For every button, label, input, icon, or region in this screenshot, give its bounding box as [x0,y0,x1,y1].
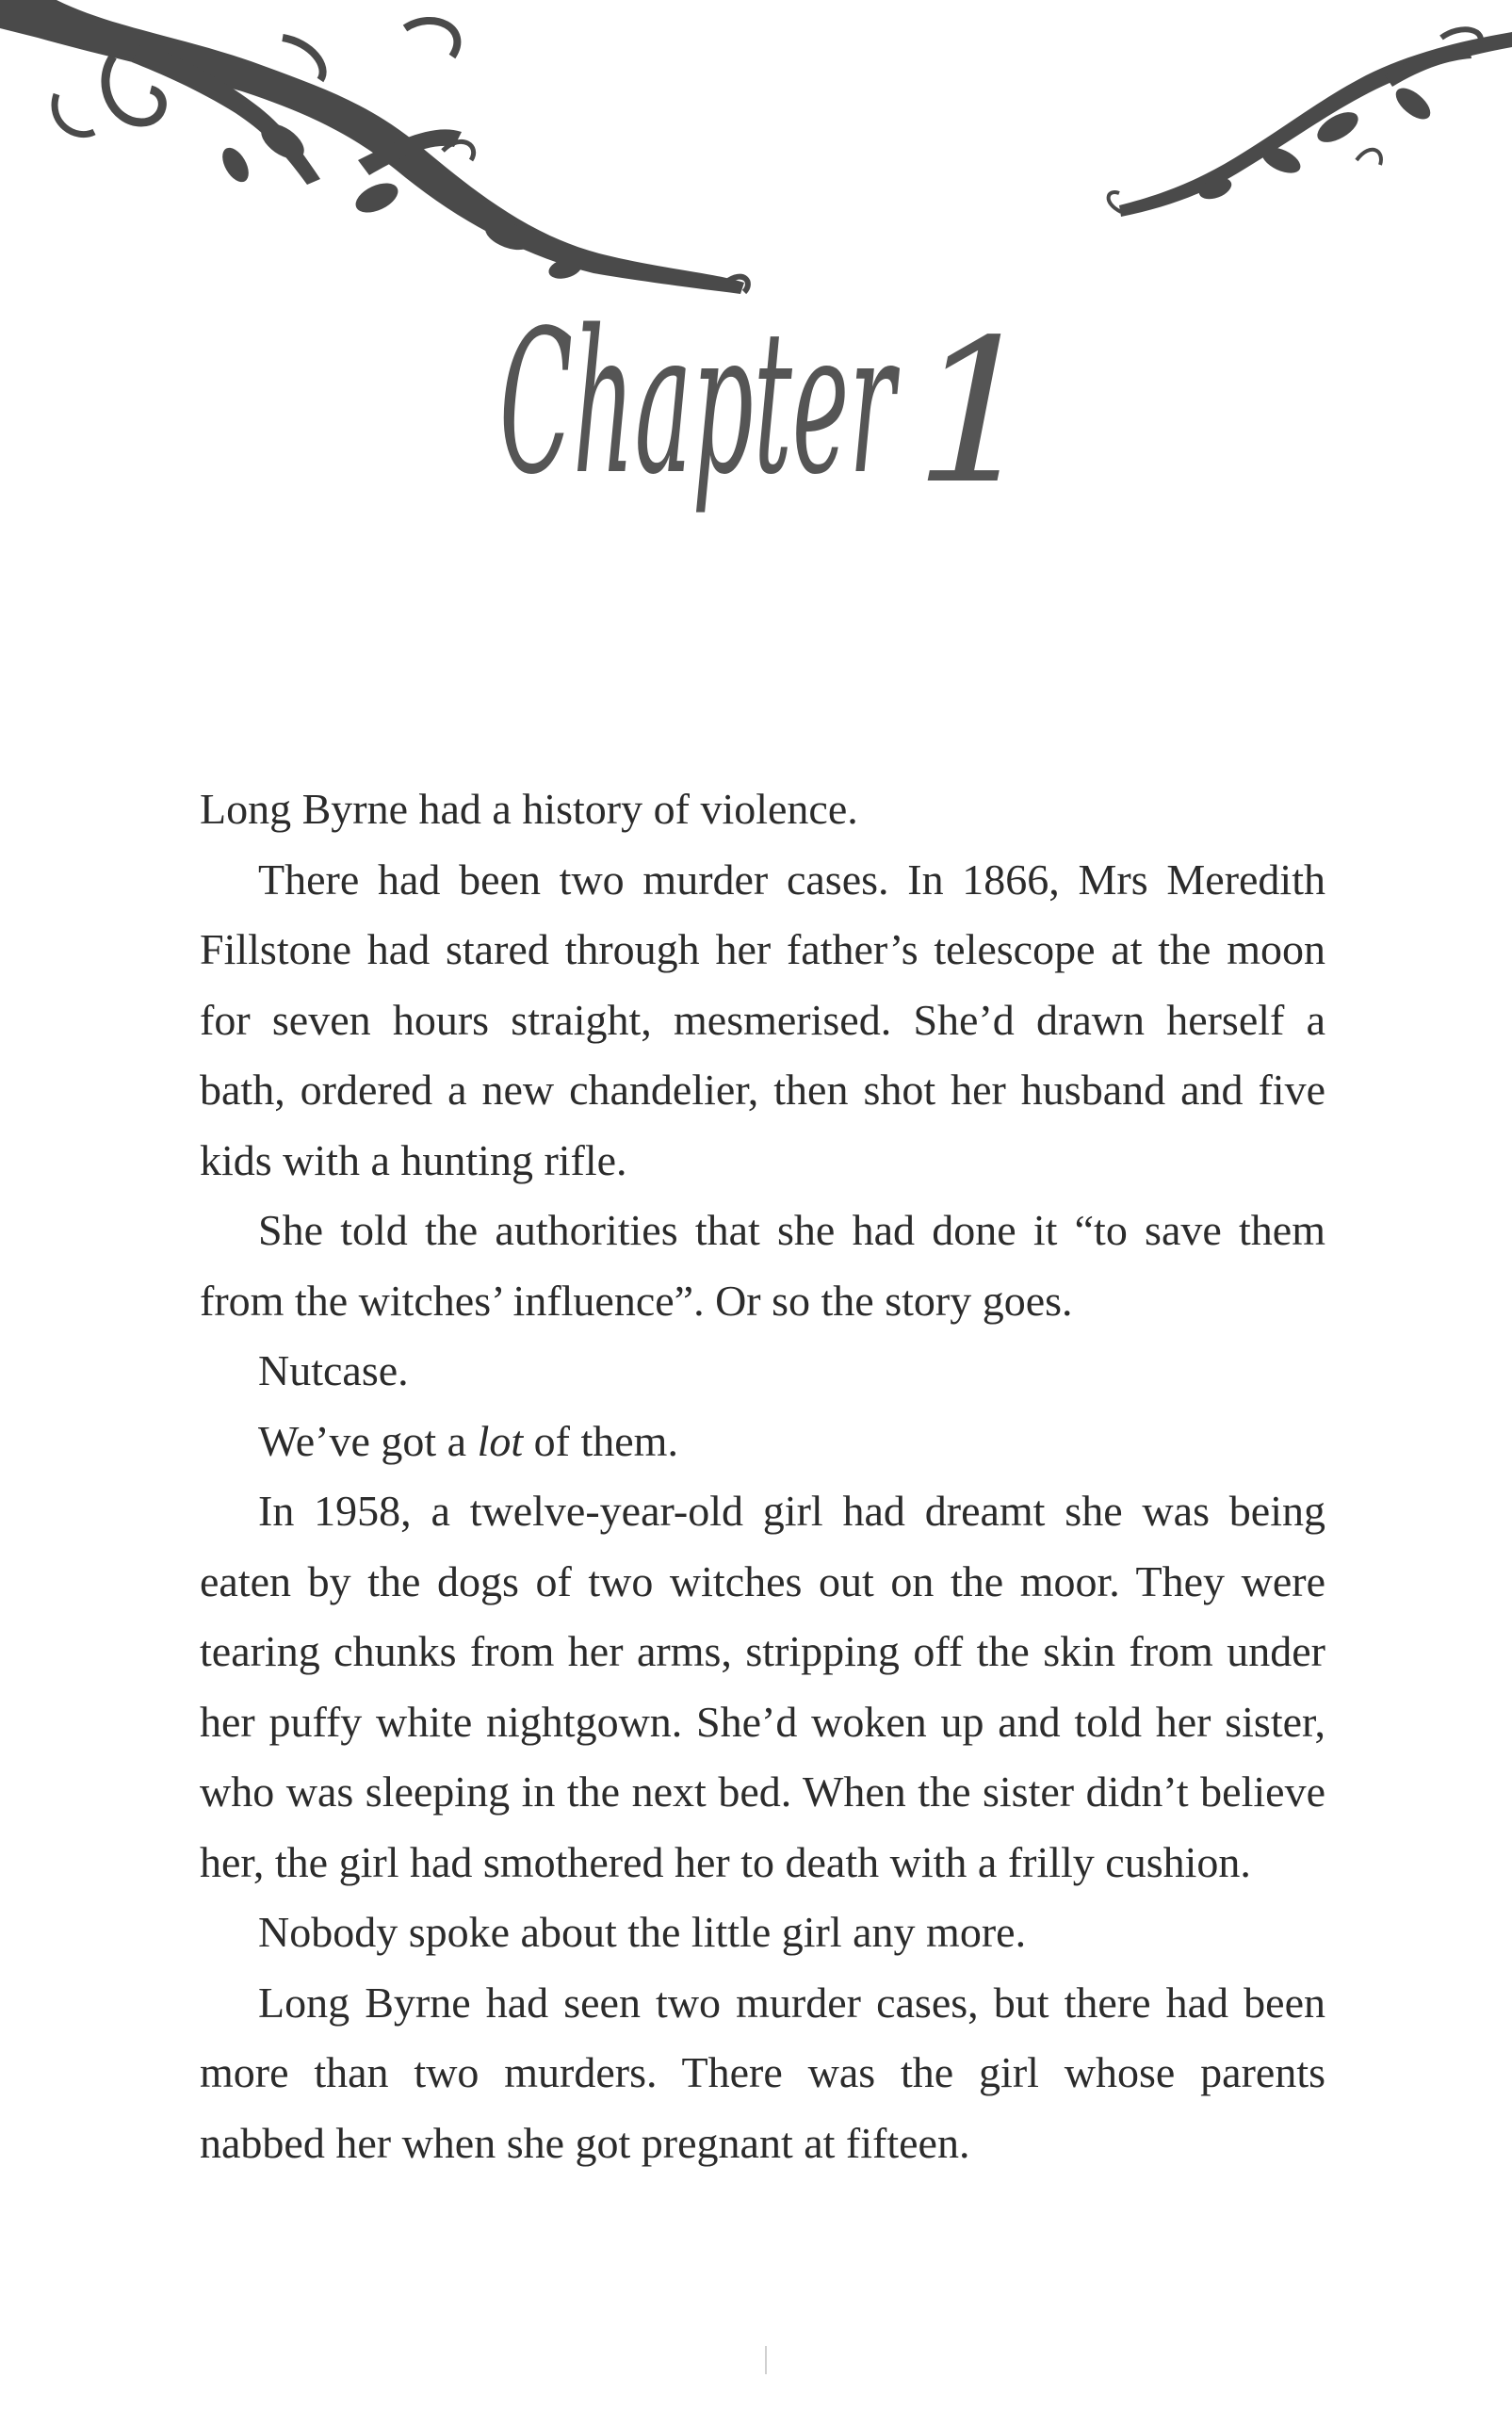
chapter-heading-word: Chapter [499,287,901,518]
paragraph: Nobody spoke about the little girl any more. [258,1908,1027,1956]
paragraph [200,1407,1325,1477]
chapter-heading [490,283,1017,537]
chapter-heading-number [914,297,1017,528]
paragraph: There had been two murder cases. In 1866, Mrs Meredith Fillstone had stared through her father’s telescope at the moon for seven hours straight, mesmerised. She’d drawn herself a bath, ordered a new chandelier, then shot her husband and five kids with a hunting rifle. [200,855,1325,1184]
paragraph-text: We’ve got a [258,1416,478,1465]
paragraph: In 1958, a twelve-year-old girl had dreamt she was being eaten by the dogs of two witches out on the moor. They were tearing chunks from her arms, stripping off the skin from under her puffy white nightgown. She’d woken up and told her sister, who was sleeping in the next bed. When the sister didn’t believe her, the girl had smothered her to death with a frilly cushion. [200,1487,1325,1886]
page-mark [765,2346,767,2374]
chapter-body [200,774,1325,2178]
paragraph: Nutcase. [258,1346,409,1394]
paragraph-text: of them. [523,1416,678,1465]
paragraph: She told the authorities that she had done it “to save them from the witches’ influence”. Or so the story goes. [200,1206,1325,1325]
emphasis-text: lot [477,1416,524,1465]
vine-decoration-left-icon [0,0,772,311]
paragraph: Long Byrne had seen two murder cases, but there had been more than two murders. There was the girl whose parents nabbed her when she got pregnant at fifteen. [200,1978,1325,2167]
vine-decoration-right-icon [1102,19,1512,236]
paragraph: Long Byrne had a history of violence. [200,785,858,833]
